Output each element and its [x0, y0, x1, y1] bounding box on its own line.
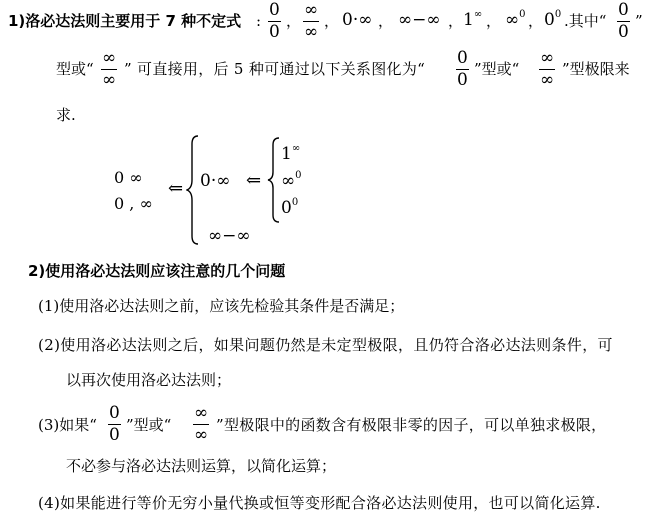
separator-comma: ， — [286, 12, 302, 30]
fraction-numerator: 0 — [109, 403, 120, 423]
power-exponent: 0 — [291, 197, 299, 208]
diagram-inf-pow-zero — [281, 170, 302, 191]
fraction-denominator: 0 — [618, 22, 629, 42]
fraction-denominator: 0 — [269, 22, 280, 42]
fraction-numerator: 0 — [269, 0, 280, 20]
power-base: 0 — [281, 198, 292, 218]
power-base: ∞ — [505, 10, 520, 30]
fraction-denominator: 0 — [457, 70, 468, 90]
form-zero-over-zero — [268, 2, 281, 41]
separator-comma: ， — [324, 12, 340, 30]
fraction-denominator: ∞ — [102, 70, 117, 90]
power-exponent: ∞ — [473, 9, 483, 20]
fraction-numerator: 0 — [457, 48, 468, 68]
text-limit-lai: ”型极限来 — [562, 60, 630, 78]
power-base: 1 — [463, 10, 474, 30]
form-one-pow-inf — [463, 9, 483, 30]
text-xinghuo: 型或“ — [56, 60, 94, 78]
section2-heading: 2)使用洛必达法则应该注意的几个问题 — [28, 262, 286, 280]
fraction-numerator: ∞ — [102, 48, 117, 68]
colon: : — [256, 12, 262, 30]
diagram-one-pow-inf — [281, 143, 301, 164]
power-base: 0 — [544, 10, 555, 30]
separator-comma: ， — [378, 12, 394, 30]
diagram-zero-pow-zero — [281, 197, 299, 218]
power-exponent: 0 — [519, 9, 526, 20]
fraction-inf-over-inf — [539, 50, 555, 89]
power-exponent: 0 — [554, 9, 562, 20]
right-brace-icon — [267, 136, 281, 224]
fraction-zero-over-zero — [108, 405, 121, 444]
fraction-numerator: ∞ — [304, 0, 319, 20]
note-item-2: (2)使用洛必达法则之后，如果问题仍然是未定型极限，且仍符合洛必达法则条件，可 — [38, 336, 613, 354]
note-item-2-continued: 以再次使用洛必达法则； — [66, 371, 232, 389]
section1-heading: 1)洛必达法则主要用于 7 种不定式 — [8, 12, 242, 30]
note-item-3-continued: 不必参与洛必达法则运算，以简化运算； — [66, 457, 337, 475]
fraction-denominator: ∞ — [194, 425, 209, 445]
form-inf-over-inf — [303, 2, 319, 41]
text-direct-use: ” 可直接用，后 5 种可通过以下关系图化为“ — [124, 60, 426, 78]
form-inf-minus-inf: ∞−∞ — [398, 10, 441, 30]
note-item-3-prefix: (3)如果“ — [38, 416, 97, 434]
form-inf-pow-zero — [505, 9, 526, 30]
fraction-inf-over-inf — [101, 50, 117, 89]
separator-comma: ， — [448, 12, 464, 30]
fraction-denominator: ∞ — [540, 70, 555, 90]
left-arrow-icon: ⇐ — [168, 178, 184, 199]
power-base: 1 — [281, 144, 292, 164]
text-qizhong: .其中“ — [564, 12, 607, 30]
fraction-zero-over-zero — [617, 2, 630, 41]
power-exponent: ∞ — [291, 143, 301, 154]
fraction-numerator: ∞ — [540, 48, 555, 68]
text-xinghuo: ”型或“ — [126, 416, 172, 434]
fraction-numerator: ∞ — [194, 403, 209, 423]
diagram-middle-top: 0·∞ — [200, 171, 231, 191]
power-exponent: 0 — [295, 170, 302, 181]
fraction-numerator: 0 — [618, 0, 629, 20]
diagram-middle-bottom: ∞−∞ — [208, 226, 251, 246]
text-xinghuo: ”型或“ — [474, 60, 520, 78]
note-item-1: (1)使用洛必达法则之前，应该先检验其条件是否满足； — [38, 297, 405, 315]
separator-comma: ， — [528, 12, 544, 30]
note-item-3-text: ”型极限中的函数含有极限非零的因子，可以单独求极限， — [216, 416, 607, 434]
note-item-4: (4)如果能进行等价无穷小量代换或恒等变形配合洛必达法则使用，也可以简化运算. — [38, 494, 601, 512]
quote-close: ” — [635, 12, 643, 30]
power-base: ∞ — [281, 171, 296, 191]
right-arrow-icon: ⇐ — [246, 170, 262, 191]
left-brace-icon — [186, 134, 200, 246]
fraction-zero-over-zero — [456, 50, 469, 89]
diagram-left-top: 0 ∞ — [114, 168, 143, 187]
form-zero-pow-zero — [544, 9, 562, 30]
diagram-left-bottom: 0 , ∞ — [114, 194, 153, 213]
form-zero-times-inf: 0·∞ — [342, 10, 373, 30]
fraction-denominator: ∞ — [304, 22, 319, 42]
separator-comma: ， — [486, 12, 502, 30]
fraction-denominator: 0 — [109, 425, 120, 445]
fraction-inf-over-inf — [193, 405, 209, 444]
text-qiu: 求. — [56, 106, 76, 124]
